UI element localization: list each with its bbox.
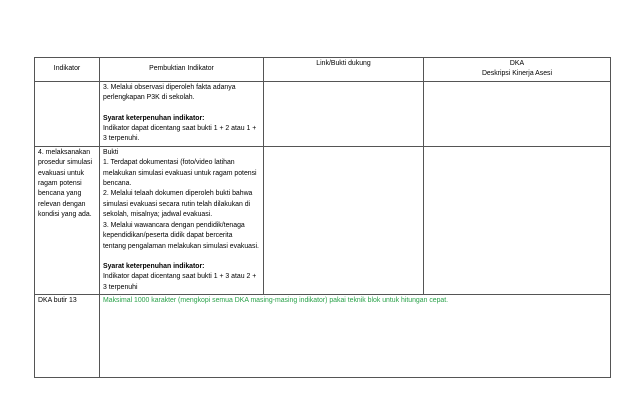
text-line: kondisi yang ada.	[38, 211, 92, 219]
indikator-cell	[35, 146, 100, 294]
dka-cell[interactable]	[424, 146, 611, 294]
text-line: 3. Melalui observasi diperoleh fakta adanya	[103, 83, 236, 91]
text-line: 1. Terdapat dokumentasi (foto/video latihan	[103, 159, 235, 167]
indicator-table	[34, 57, 611, 378]
syarat-title: Syarat keterpenuhan indikator:	[103, 262, 205, 270]
table-row	[35, 146, 611, 294]
text-line: Indikator dapat dicentang saat bukti 1 + 2 atau 1 +	[103, 125, 257, 133]
dka-instruction[interactable]: Maksimal 1000 karakter (mengkopi semua DKA masing-masing indikator) pakai teknik blok untuk hitungan cepat.	[100, 295, 611, 378]
text-line: 3 terpenuhi	[103, 283, 138, 291]
table-row	[35, 81, 611, 146]
link-cell[interactable]	[264, 81, 424, 146]
header-pembuktian: Pembuktian Indikator	[100, 58, 264, 82]
header-row	[35, 58, 611, 82]
text-line: Bukti	[103, 148, 119, 156]
pembuktian-cell	[100, 81, 264, 146]
pembuktian-cell	[100, 146, 264, 294]
text-line: simulasi evakuasi secara rutin telah dilakukan di	[103, 200, 251, 208]
header-dka-title: DKA	[509, 60, 525, 67]
dka-label: DKA butir 13	[35, 295, 100, 378]
header-link: Link/Bukti dukung	[264, 58, 424, 82]
dka-cell[interactable]	[424, 81, 611, 146]
text-line: 3. Melalui wawancara dengan pendidik/tenaga	[103, 221, 245, 229]
text-line: ragam potensi	[38, 180, 82, 188]
header-indikator: Indikator	[35, 58, 100, 82]
link-cell[interactable]	[264, 146, 424, 294]
indikator-cell	[35, 81, 100, 146]
text-line: 4. melaksanakan	[38, 148, 91, 156]
text-line: melakukan simulasi evakuasi untuk ragam potensi	[103, 169, 257, 177]
header-dka-subtitle: Deskripsi Kinerja Asesi	[481, 70, 553, 78]
text-line: kependidikan/peserta didik dapat bercerita	[103, 232, 233, 240]
syarat-title: Syarat keterpenuhan indikator:	[103, 114, 205, 122]
text-line: perlengkapan P3K di sekolah.	[103, 94, 195, 102]
text-line: evakuasi untuk	[38, 169, 84, 177]
text-line: bencana yang	[38, 190, 82, 198]
dka-summary-row	[35, 295, 611, 378]
text-line: tentang pengalaman melakukan simulasi evakuasi.	[103, 242, 259, 250]
text-line: relevan dengan	[38, 200, 86, 208]
text-line: 3 terpenuhi.	[103, 135, 140, 143]
text-line: bencana.	[103, 180, 132, 188]
text-line: 2. Melalui telaah dokumen diperoleh bukti bahwa	[103, 190, 253, 198]
header-dka	[424, 58, 611, 82]
text-line: sekolah, misalnya; jadwal evakuasi.	[103, 211, 213, 219]
text-line: prosedur simulasi	[38, 159, 92, 167]
text-line: Indikator dapat dicentang saat bukti 1 + 3 atau 2 +	[103, 273, 257, 281]
